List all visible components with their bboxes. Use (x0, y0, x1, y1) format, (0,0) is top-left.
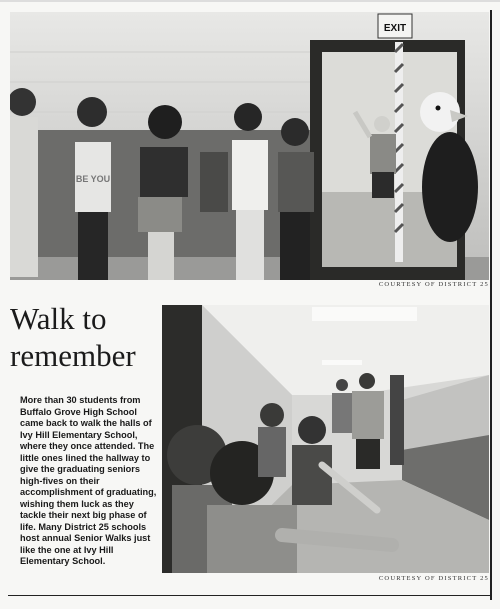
article-body: More than 30 students from Buffalo Grove High School came back to walk the halls of Ivy Hill Elementary School, where they once attended. The little ones lined the hallway to give the graduating seniors high-fives on their accomplishment of graduating, wishing them luck as they tackle their next big phase of life. Many District 25 schools host annual Senior Walks just like the one at Ivy Hill Elementary School. (20, 395, 157, 566)
exit-sign-text: EXIT (383, 23, 407, 34)
adjacent-column-cutoff (493, 40, 500, 600)
bottom-photo (162, 305, 489, 573)
column-divider (490, 10, 492, 600)
shirt-text: BE YOU (75, 174, 111, 184)
bottom-photo-credit: COURTESY OF DISTRICT 25 (378, 575, 489, 582)
page-bottom-rule (8, 595, 492, 596)
top-photo-credit: COURTESY OF DISTRICT 25 (378, 281, 489, 288)
article-headline: Walk to remember (10, 301, 136, 373)
page-top-rule (0, 0, 500, 2)
top-photo (10, 12, 489, 280)
